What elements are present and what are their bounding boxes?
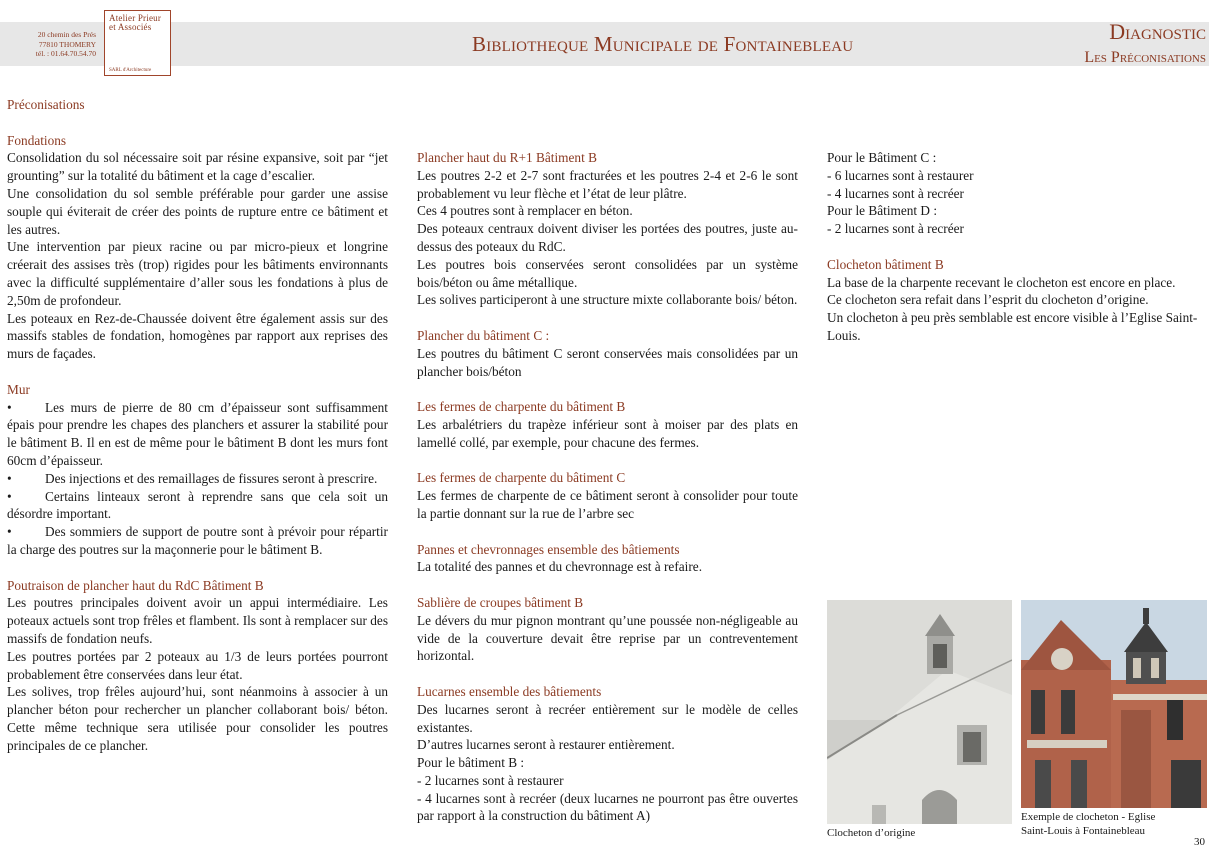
paragraph: Les poutres principales doivent avoir un appui intermédiaire. Les poteaux actuels sont trop frêles et flambent. Ils sont à remplacer sur des massifs de fondation neufs. xyxy=(7,595,388,646)
paragraph: Les poutres du bâtiment C seront conservées mais consolidées par un plancher bois/béton xyxy=(417,345,798,379)
bullet-mark: • xyxy=(7,524,12,540)
address-line: tél. : 01.64.70.54.70 xyxy=(35,49,96,58)
document-title: Bibliotheque Municipale de Fontainebleau xyxy=(472,32,854,56)
firm-address xyxy=(6,30,96,59)
heading-sabliere: Sablière de croupes bâtiment B xyxy=(417,594,584,610)
caption-line: Saint-Louis à Fontainebleau xyxy=(1021,825,1146,837)
column-left xyxy=(7,96,388,754)
bullet-item xyxy=(7,488,388,524)
section-label: Diagnostic xyxy=(1109,19,1206,44)
logo-subtitle: SARL d'Architecture xyxy=(109,68,152,73)
heading-plancher-r1: Plancher haut du R+1 Bâtiment B xyxy=(417,150,597,165)
paragraph: Ces 4 poutres sont à remplacer en béton. xyxy=(417,203,633,219)
logo-name: Atelier Prieur et Associés xyxy=(109,13,162,32)
paragraph: - 2 lucarnes sont à restaurer xyxy=(417,772,564,788)
bullet-mark: • xyxy=(7,470,12,486)
column-middle xyxy=(417,149,798,825)
heading-clocheton: Clocheton bâtiment B xyxy=(827,256,944,272)
subsection-label: Les Préconisations xyxy=(1084,49,1206,66)
paragraph: D’autres lucarnes seront à restaurer entièrement. xyxy=(417,737,675,753)
paragraph: Les fermes de charpente de ce bâtiment seront à consolider pour toute la partie donnant sur la rue de l’arbre sec xyxy=(417,488,798,521)
section-title xyxy=(1084,19,1206,68)
paragraph: Une intervention par pieux racine ou par micro-pieux et longrine créerait des assises très (trop) rigides pour les bâtiments environnants avec la difficulté supplémentaire d’aller sous les fondations à plus de 2,50m de profondeur. xyxy=(7,239,388,308)
paragraph: Des lucarnes seront à recréer entièrement sur le modèle de celles existantes. xyxy=(417,701,798,735)
caption-line: Exemple de clocheton - Eglise xyxy=(1021,811,1156,823)
paragraph: Les arbalétriers du trapèze inférieur sont à moiser par des plats en lamellé collé, par exemple, pour chacune des fermes. xyxy=(417,416,798,450)
bullet-mark: • xyxy=(7,488,12,504)
heading-fondations: Fondations xyxy=(7,132,67,148)
bullet-text: Les murs de pierre de 80 cm d’épaisseur sont suffisamment épais pour prendre les chapes des planchers et assurer la stabilité pour le bâtiment B. Il en est de même pour le bâtiment B dont les murs font 60cm d’épaisseur. xyxy=(7,399,388,468)
bullet-mark: • xyxy=(7,399,12,415)
heading-lucarnes: Lucarnes ensemble des bâtiements xyxy=(417,683,602,699)
photo-eglise-saint-louis xyxy=(1021,600,1207,808)
page-number: 30 xyxy=(1194,836,1205,848)
paragraph: Les poutres bois conservées seront consolidées par un système bois/béton ou âme métallique. xyxy=(417,256,798,290)
bullet-text: Des injections et des remaillages de fissures seront à prescrire. xyxy=(45,470,378,486)
caption-photo-1: Clocheton d’origine xyxy=(827,827,916,839)
bullet-text: Certains linteaux seront à reprendre sans que cela soit un désordre important. xyxy=(7,488,388,522)
page-heading: Préconisations xyxy=(7,97,85,112)
paragraph: Les poutres portées par 2 poteaux au 1/3 de leurs portées pourront probablement être conservées dans leur état. xyxy=(7,648,388,682)
paragraph: - 4 lucarnes sont à recréer xyxy=(827,185,964,201)
paragraph: Ce clocheton sera refait dans l’esprit du clocheton d’origine. xyxy=(827,292,1149,308)
heading-fermes-b: Les fermes de charpente du bâtiment B xyxy=(417,399,626,415)
heading-poutraison: Poutraison de plancher haut du RdC Bâtiment B xyxy=(7,577,264,593)
caption-photo-2 xyxy=(1021,810,1155,838)
heading-pannes: Pannes et chevronnages ensemble des bâtiements xyxy=(417,541,680,557)
bullet-item xyxy=(7,399,388,470)
paragraph: Les solives, trop frêles aujourd’hui, sont néanmoins à associer à un plancher béton pour rechercher un plancher collaborant bois/ béton. Cette même technique sera utilisée pour consolider les poutres principales de ce plancher. xyxy=(7,684,388,753)
paragraph: La base de la charpente recevant le clocheton est encore en place. xyxy=(827,274,1176,290)
paragraph: Les poteaux en Rez-de-Chaussée doivent être également assis sur des massifs stables de fondation, homogènes par rapport aux reprises des murs de façades. xyxy=(7,310,388,362)
bullet-text: Des sommiers de support de poutre sont à prévoir pour répartir la charge des poutres sur la maçonnerie pour le bâtiment B. xyxy=(7,524,388,557)
paragraph: La totalité des pannes et du chevronnage est à refaire. xyxy=(417,559,703,575)
column-right xyxy=(827,149,1207,345)
heading-mur: Mur xyxy=(7,381,30,397)
paragraph: Le dévers du mur pignon montrant qu’une poussée non-négligeable au vide de la couverture devait être reprise par un contreventement horizontal. xyxy=(417,612,798,664)
address-line: 20 chemin des Prés xyxy=(37,30,96,39)
paragraph: Les poutres 2-2 et 2-7 sont fracturées et les poutres 2-4 et 2-6 le sont probablement vu leur flèche et l’état de leur plâtre. xyxy=(417,167,798,201)
paragraph: Une consolidation du sol semble préférable pour garder une assise souple qui éviterait de créer des points de rupture entre ce bâtiment et les autres. xyxy=(7,185,388,237)
address-line: 77810 THOMERY xyxy=(38,39,96,49)
heading-plancher-c: Plancher du bâtiment C : xyxy=(417,327,550,343)
paragraph: - 2 lucarnes sont à recréer xyxy=(827,221,964,237)
paragraph: Pour le Bâtiment D : xyxy=(827,203,938,219)
bullet-item xyxy=(7,523,388,559)
paragraph: Un clocheton à peu près semblable est encore visible à l’Eglise Saint-Louis. xyxy=(827,310,1198,343)
bullet-item xyxy=(7,470,388,488)
firm-logo xyxy=(104,10,171,76)
paragraph: Les solives participeront à une structure mixte collaborante bois/ béton. xyxy=(417,292,798,308)
paragraph: Pour le bâtiment B : xyxy=(417,755,525,771)
paragraph: Des poteaux centraux doivent diviser les portées des poutres, juste au-dessus des poteaux du RdC. xyxy=(417,221,798,254)
photo-original-clocheton xyxy=(827,600,1012,824)
paragraph: - 4 lucarnes sont à recréer (deux lucarnes ne pourront pas être ouvertes par rapport à la construction du bâtiment A) xyxy=(417,790,798,824)
paragraph: - 6 lucarnes sont à restaurer xyxy=(827,167,974,183)
paragraph: Pour le Bâtiment C : xyxy=(827,150,937,165)
paragraph: Consolidation du sol nécessaire soit par résine expansive, soit par “jet grounting” sur la totalité du bâtiment et la cage d’escalier. xyxy=(7,150,388,184)
heading-fermes-c: Les fermes de charpente du bâtiment C xyxy=(417,470,626,486)
